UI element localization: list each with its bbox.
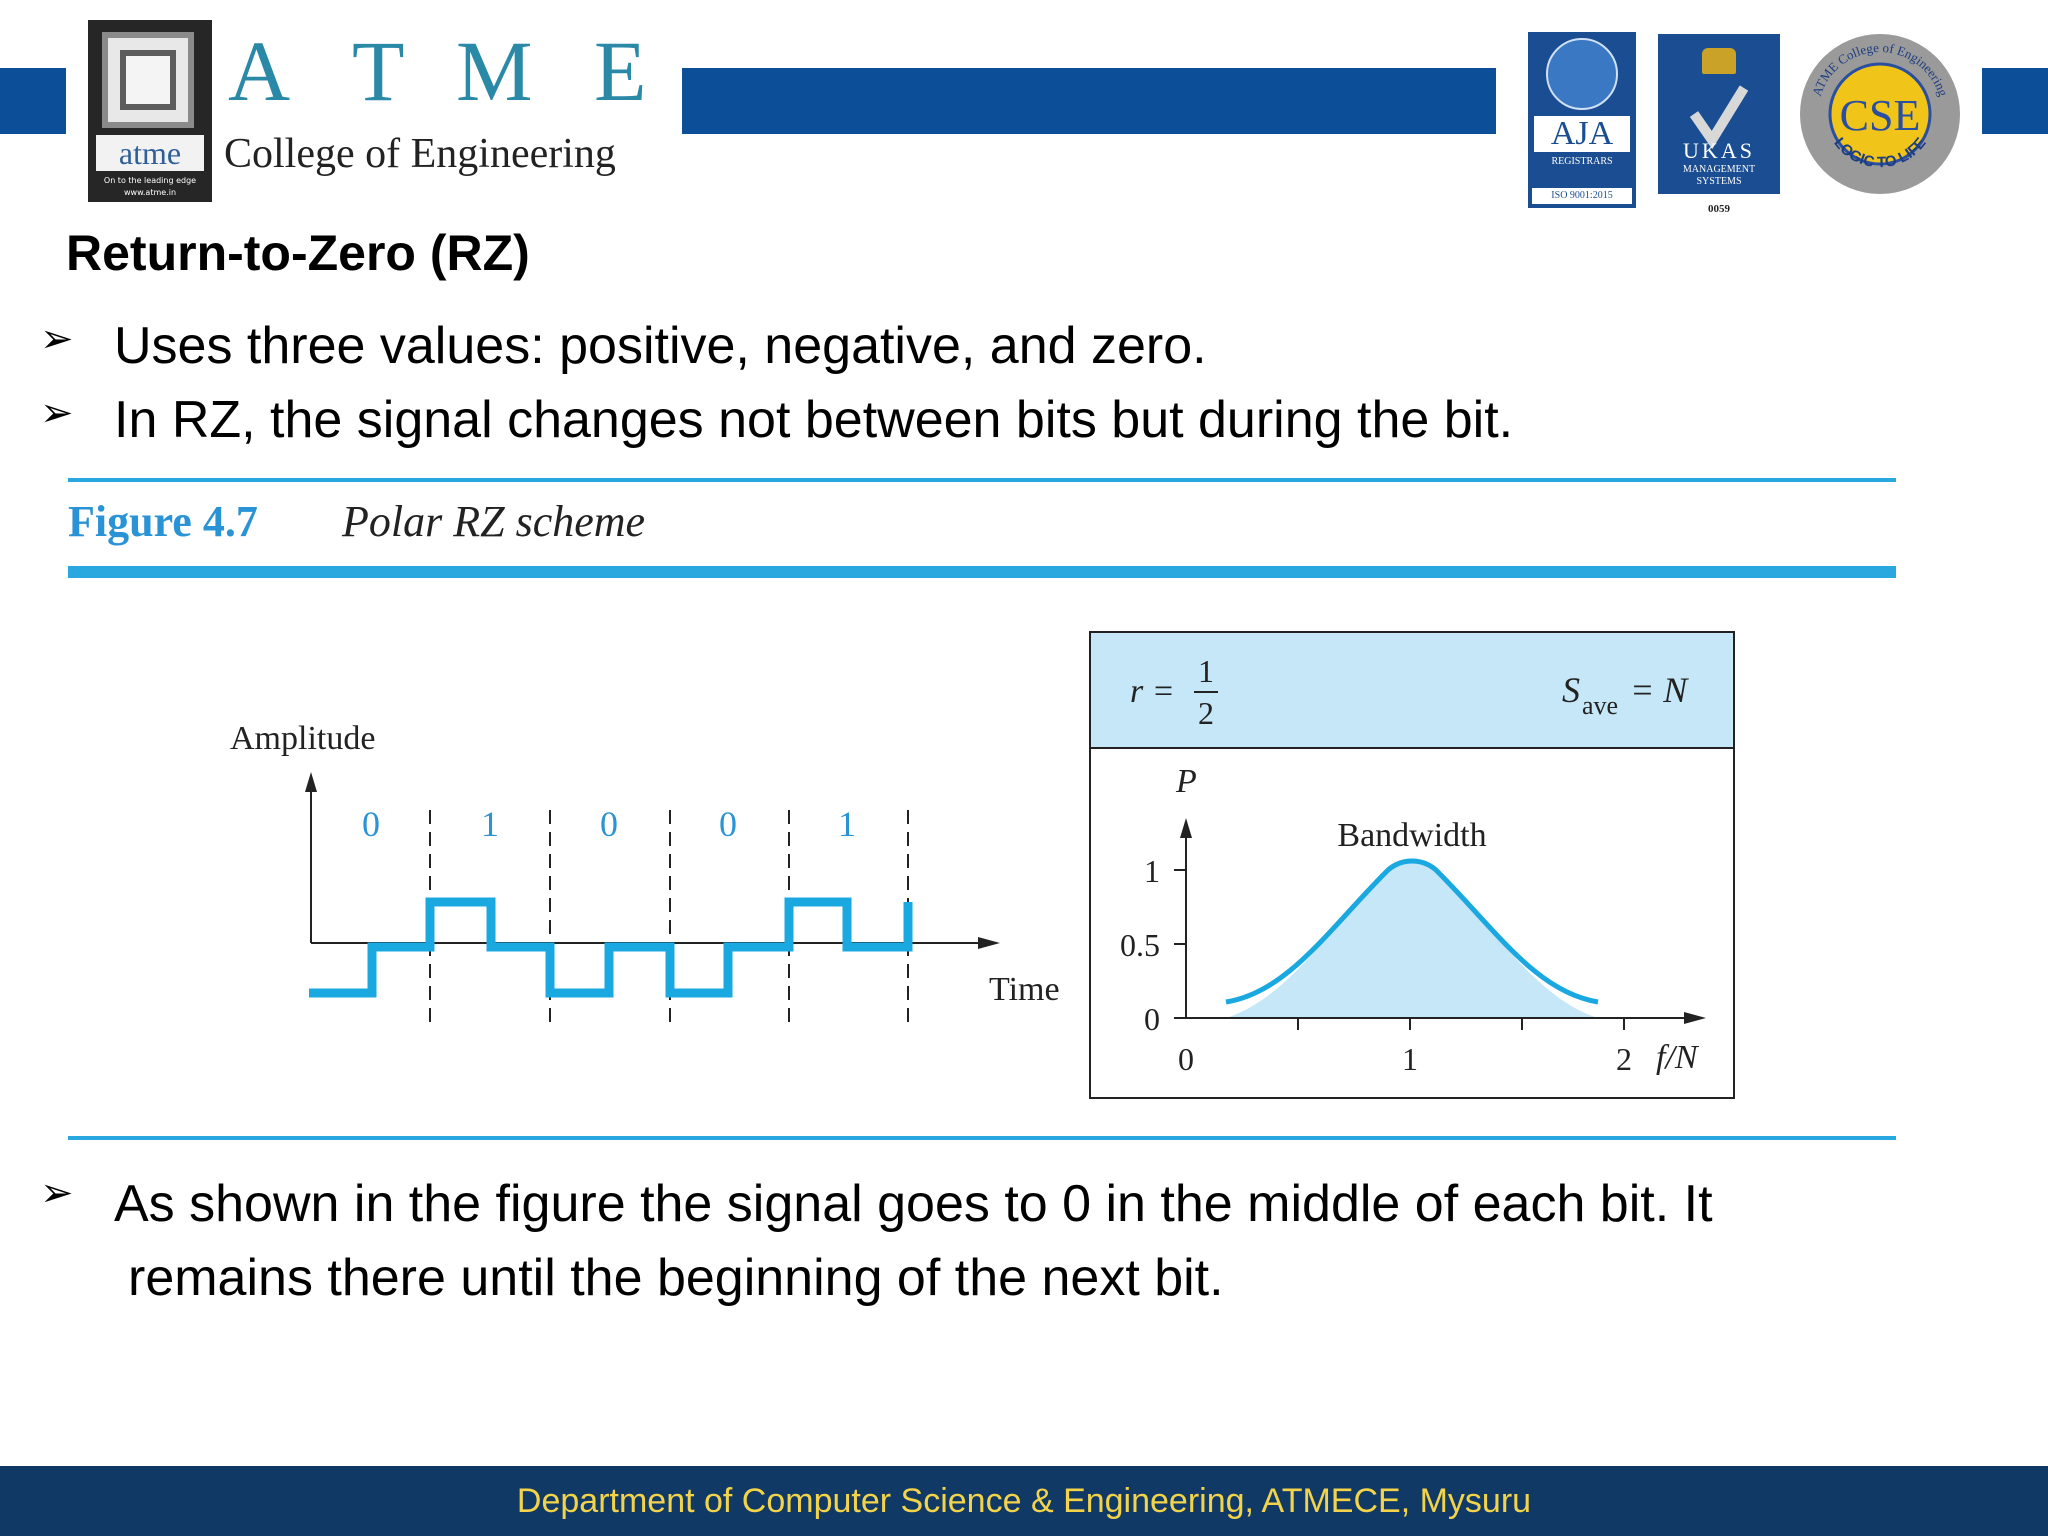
bullet-arrow-icon: ➢ — [40, 390, 74, 436]
ukas-sub1: MANAGEMENT — [1682, 164, 1756, 175]
r-label: r = — [1130, 673, 1175, 710]
figure-thick-rule — [68, 566, 1896, 578]
cse-logo — [1796, 30, 1964, 198]
y-tick-label: 0 — [1144, 1001, 1160, 1037]
footer-text: Department of Computer Science & Engineering, ATMECE, Mysuru — [516, 1482, 1532, 1520]
waveform-y-arrow-icon — [305, 772, 317, 792]
brand-letter-m: M — [456, 23, 533, 119]
spectrum-y-axis-label: P — [1176, 763, 1197, 800]
header-bar-middle — [682, 68, 1496, 134]
waveform-y-axis-label: Amplitude — [230, 720, 376, 757]
bullet-text: Uses three values: positive, negative, and zero. — [114, 317, 1207, 375]
bullet-arrow-icon: ➢ — [40, 1170, 74, 1216]
brand-college-name: College of Engineering — [224, 131, 616, 177]
x-tick-label: 0 — [1178, 1041, 1194, 1077]
atme-logo — [88, 20, 212, 202]
power-spectrum-box — [1088, 630, 1736, 1102]
figure-label: Figure 4.7 — [68, 497, 258, 546]
s-symbol: S — [1562, 670, 1580, 710]
polar-rz-waveform — [220, 700, 1060, 1030]
y-tick-label: 0.5 — [1120, 927, 1160, 963]
r-denominator: 2 — [1198, 695, 1214, 731]
s-subscript: ave — [1582, 691, 1619, 720]
waveform-x-arrow-icon — [978, 937, 1000, 949]
figure-top-rule — [68, 478, 1896, 482]
brand-letter-e: E — [594, 23, 647, 119]
aja-registrars-logo — [1528, 32, 1636, 208]
bit-label: 1 — [838, 804, 856, 844]
figure-bottom-rule — [68, 1136, 1896, 1140]
x-tick-label: 2 — [1616, 1041, 1632, 1077]
logo-url: www.atme.in — [123, 188, 177, 197]
bullet-text-line1: As shown in the figure the signal goes to 0 in the middle of each bit. It — [114, 1175, 1713, 1233]
bit-label: 0 — [362, 804, 380, 844]
logo-tagline: On to the leading edge — [103, 176, 197, 185]
cse-ring-bottom: LOGIC TO LIFE — [1830, 134, 1930, 172]
brand-letter-a: A — [228, 23, 291, 119]
aja-iso-text: ISO 9001:2015 — [1532, 188, 1632, 204]
aja-registrars-text: REGISTRARS — [1551, 156, 1613, 167]
header-bar-right — [1982, 68, 2048, 134]
spectrum-x-axis-label: f/N — [1656, 1039, 1698, 1076]
brand-letters — [228, 23, 648, 119]
bit-label: 0 — [600, 804, 618, 844]
rz-signal-line — [309, 902, 908, 993]
waveform-x-axis-label: Time — [989, 971, 1060, 1008]
y-tick-label: 1 — [1144, 853, 1160, 889]
slide-title: Return-to-Zero (RZ) — [66, 225, 530, 281]
bullet-text: In RZ, the signal changes not between bits but during the bit. — [114, 391, 1514, 449]
logo-square-icon — [102, 32, 194, 128]
header-bar-left — [0, 68, 66, 134]
brand-letter-t: T — [352, 23, 405, 119]
ukas-logo — [1658, 34, 1780, 194]
ukas-label: UKAS — [1683, 138, 1755, 163]
bullet-arrow-icon: ➢ — [40, 316, 74, 362]
bullet-text-line2: remains there until the beginning of the next bit. — [128, 1249, 1224, 1307]
cse-center-text: CSE — [1839, 91, 1921, 140]
ukas-number: 0059 — [1708, 203, 1730, 215]
figure-caption: Polar RZ scheme — [342, 497, 646, 546]
bit-label: 1 — [481, 804, 499, 844]
bit-label: 0 — [719, 804, 737, 844]
s-rhs: = N — [1630, 670, 1688, 710]
aja-label: AJA — [1534, 116, 1630, 152]
x-tick-label: 1 — [1402, 1041, 1418, 1077]
ukas-sub2: SYSTEMS — [1696, 176, 1742, 187]
r-numerator: 1 — [1198, 653, 1214, 689]
crown-icon — [1702, 48, 1736, 74]
globe-icon — [1546, 38, 1618, 110]
logo-word: atme — [96, 135, 204, 171]
cse-ring-top: ATME College of Engineering — [1808, 39, 1952, 99]
bandwidth-label: Bandwidth — [1337, 817, 1487, 854]
